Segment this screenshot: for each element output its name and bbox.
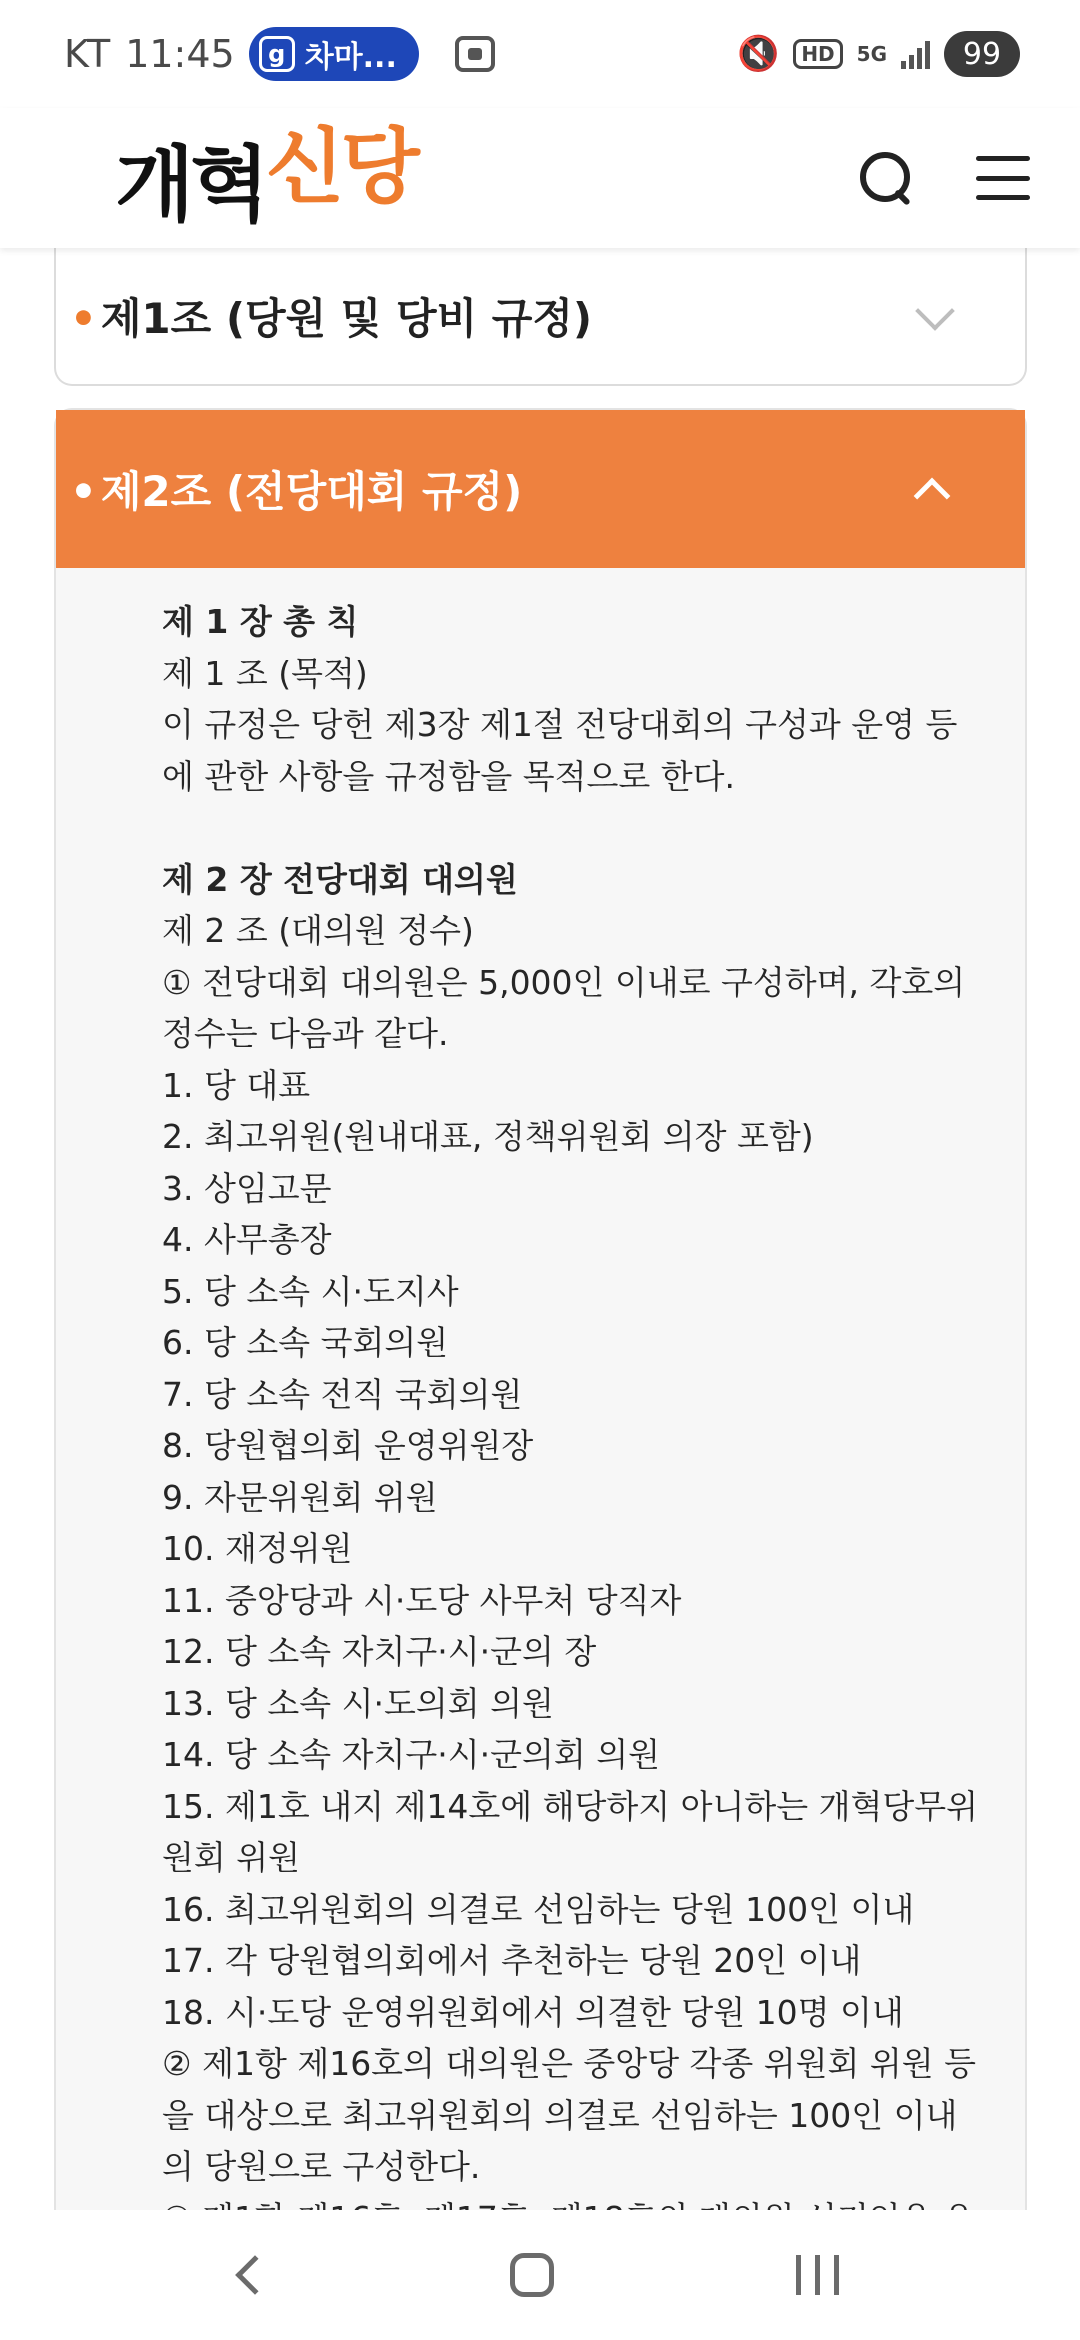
chevron-up-icon[interactable] [914,478,951,515]
main-content [0,248,1080,2210]
site-header [0,108,1080,248]
article-text-line: 15. 제1호 내지 제14호에 해당하지 아니하는 개혁당무위 [162,1786,978,1826]
article-text-line: 4. 사무총장 [162,1220,332,1259]
carrier-label: KT [64,32,112,76]
article-text-line: 이 규정은 당헌 제3장 제1절 전당대회의 구성과 운영 등 [162,705,958,744]
accordion-title-text: 제2조 (전당대회 규정) [100,467,523,516]
article-text-line: 의 당원으로 구성한다. [162,2147,481,2186]
article-body [56,568,1025,2244]
search-icon[interactable] [858,150,914,206]
status-left [64,27,495,81]
article-text-line: 13. 당 소속 시·도의회 의원 [162,1683,554,1723]
article-text-line: 8. 당원협의회 운영위원장 [162,1426,534,1465]
logo-text-primary: 개혁 [115,137,266,233]
status-bar [0,0,1080,108]
system-nav-bar [0,2210,1080,2340]
accordion-item-article-1[interactable] [54,228,1027,386]
article-text-line: 에 관한 사항을 규정함을 목적으로 한다. [162,756,735,796]
accordion-title [70,459,522,519]
accordion-title-text: 제1조 (당원 및 당비 규정) [100,294,593,343]
accordion-item-article-2 [54,408,1027,2258]
article-text-line: 18. 시·도당 운영위원회에서 의결한 당원 10명 이내 [162,1992,904,2032]
article-text-line: 12. 당 소속 자치구·시·군의 장 [162,1632,597,1671]
site-logo[interactable] [115,120,416,237]
article-text-line: 17. 각 당원협의회에서 추천하는 당원 20인 이내 [162,1941,862,1980]
article-text-line: 정수는 다음과 같다. [162,1014,449,1053]
header-actions [858,150,1030,206]
article-text-line: 2. 최고위원(원내대표, 정책위원회 의장 포함) [162,1117,814,1156]
article-text-line: 6. 당 소속 국회의원 [162,1323,449,1362]
article-text-line: 제 2 조 (대의원 정수) [162,911,474,950]
network-type-icon: 5G [856,42,887,66]
article-text-line: 14. 당 소속 자치구·시·군의회 의원 [162,1735,660,1774]
clock: 11:45 [125,32,235,76]
article-text-line: 을 대상으로 최고위원회의 의결로 선임하는 100인 이내 [162,2095,958,2135]
home-icon[interactable] [510,2253,554,2297]
signal-icon [901,39,930,69]
recent-apps-icon[interactable] [796,2255,839,2295]
accordion-title [70,286,592,346]
blank-line [162,802,965,854]
article-text-line: 11. 중앙당과 시·도당 사무처 당직자 [162,1580,682,1620]
article-text-line: ② 제1항 제16호의 대의원은 중앙당 각종 위원회 위원 등 [162,2044,977,2083]
article-text-line: ① 전당대회 대의원은 5,000인 이내로 구성하며, 각호의 [162,962,966,1002]
back-icon[interactable] [235,2255,275,2295]
article-text-line: 원회 위원 [162,1838,301,1877]
section-heading: 제 1 장 총 칙 [162,602,359,641]
article-text-line: 7. 당 소속 전직 국회의원 [162,1374,523,1414]
article-text-line: 10. 재정위원 [162,1529,353,1568]
chevron-down-icon[interactable] [915,291,955,331]
logo-text-accent: 신당 [265,119,416,215]
article-text-line: 5. 당 소속 시·도지사 [162,1271,459,1311]
accordion-header-open[interactable] [56,410,1025,568]
battery-indicator: 99 [944,31,1020,77]
mute-icon: 🔇 [736,34,780,74]
article-text-line: 3. 상임고문 [162,1168,332,1208]
hd-icon: HD [793,39,842,69]
bullet-dot: • [70,467,97,516]
section-heading: 제 2 장 전당대회 대의원 [162,859,518,899]
notification-app-icon: g [259,36,295,72]
article-text-line: 16. 최고위원회의 의결로 선임하는 당원 100인 이내 [162,1889,915,1929]
menu-icon[interactable] [976,156,1030,200]
article-text-line: 제 1 조 (목적) [162,653,368,693]
notification-text: 차마... [304,40,397,75]
notification-pill[interactable] [249,27,419,81]
status-right [737,31,1020,77]
article-text-line: 9. 자문위원회 위원 [162,1477,438,1517]
article-text-line: 1. 당 대표 [162,1065,311,1105]
screen-capture-icon [455,36,495,72]
bullet-dot: • [70,294,97,343]
